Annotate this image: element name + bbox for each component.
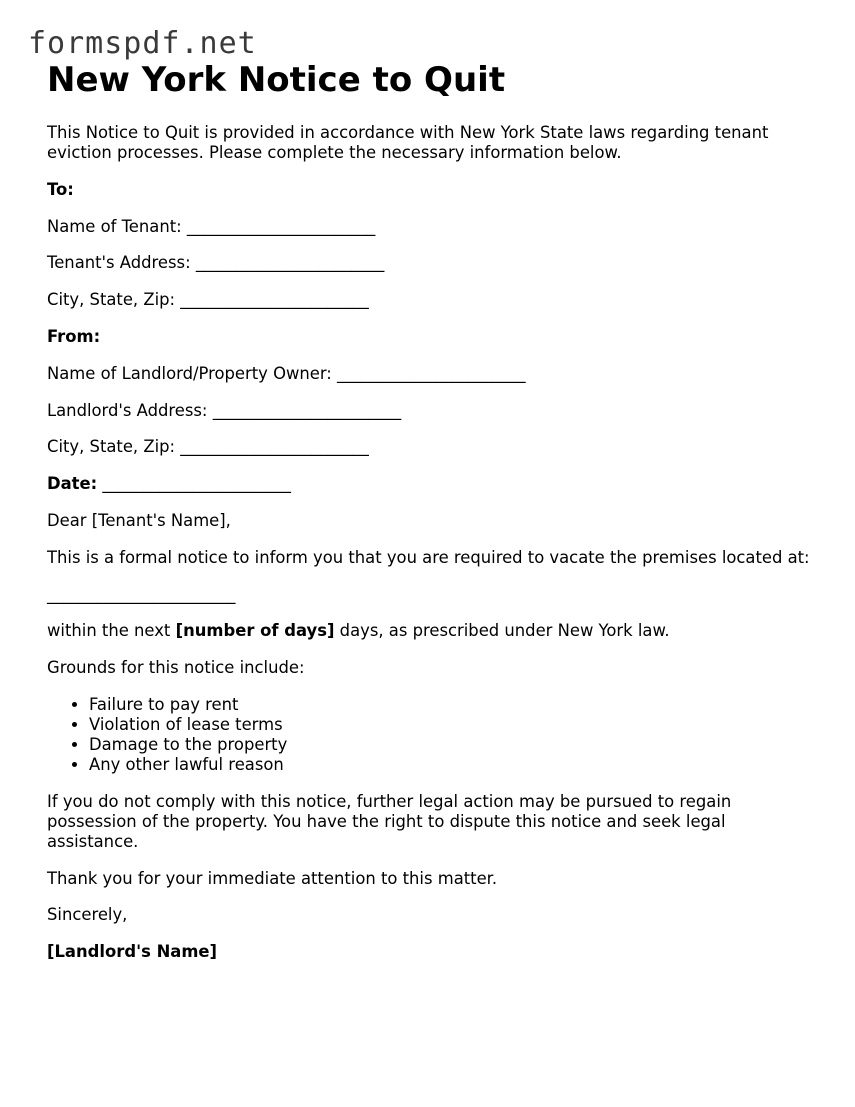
closing: Sincerely, xyxy=(47,905,128,925)
list-item: • Damage to the property xyxy=(89,735,817,755)
tenant-city-line xyxy=(47,290,817,310)
tenant-city-label: City, State, Zip: xyxy=(47,290,176,310)
notice-paragraph: This is a formal notice to inform you that you are required to vacate the premises located at: xyxy=(47,547,810,567)
intro-paragraph: This Notice to Quit is provided in accordance with New York State laws regarding tenant eviction processes. Please complete the necessary information below. xyxy=(47,123,769,162)
grounds-intro: Grounds for this notice include: xyxy=(47,658,305,678)
days-placeholder: [number of days] xyxy=(175,621,335,641)
consequence-paragraph: If you do not comply with this notice, further legal action may be pursued to regain possession of the property. You have the right to dispute this notice and seek legal assistance. xyxy=(47,791,732,851)
thanks-paragraph: Thank you for your immediate attention to this matter. xyxy=(47,868,498,888)
premises-address-blank: _______________________ xyxy=(47,584,236,604)
salutation: Dear [Tenant's Name], xyxy=(47,510,231,530)
premises-address-line xyxy=(47,585,817,605)
tenant-address-line xyxy=(47,253,817,273)
within-days-line xyxy=(47,621,817,641)
list-item: • Failure to pay rent xyxy=(89,695,817,715)
tenant-name-label: Name of Tenant: xyxy=(47,216,182,236)
grounds-list xyxy=(47,695,817,775)
landlord-name-blank: _______________________ xyxy=(337,363,526,383)
site-watermark: formspdf.net xyxy=(28,26,257,61)
tenant-name-blank: _______________________ xyxy=(186,216,376,236)
landlord-city-label: City, State, Zip: xyxy=(47,437,176,457)
landlord-city-blank: _______________________ xyxy=(180,437,369,457)
within-suffix: days, as prescribed under New York law. xyxy=(339,621,670,641)
page-title: New York Notice to Quit xyxy=(47,60,506,100)
tenant-name-line xyxy=(47,217,817,237)
date-label: Date: xyxy=(47,474,98,494)
signature-name: [Landlord's Name] xyxy=(47,942,218,962)
landlord-name-label: Name of Landlord/Property Owner: xyxy=(47,363,332,383)
notice-body xyxy=(47,123,817,979)
tenant-city-blank: _______________________ xyxy=(180,290,369,310)
date-line xyxy=(47,474,817,494)
list-item: • Any other lawful reason xyxy=(89,755,817,775)
to-heading: To: xyxy=(47,179,74,199)
tenant-address-label: Tenant's Address: xyxy=(47,253,191,273)
tenant-address-blank: _______________________ xyxy=(195,253,385,273)
from-heading: From: xyxy=(47,326,101,346)
landlord-name-line xyxy=(47,364,817,384)
landlord-address-line xyxy=(47,401,817,421)
landlord-address-label: Landlord's Address: xyxy=(47,400,208,420)
list-item: • Violation of lease terms xyxy=(89,715,817,735)
landlord-address-blank: _______________________ xyxy=(212,400,402,420)
date-blank: _______________________ xyxy=(102,474,291,494)
within-prefix: within the next xyxy=(47,621,171,641)
landlord-city-line xyxy=(47,437,817,457)
